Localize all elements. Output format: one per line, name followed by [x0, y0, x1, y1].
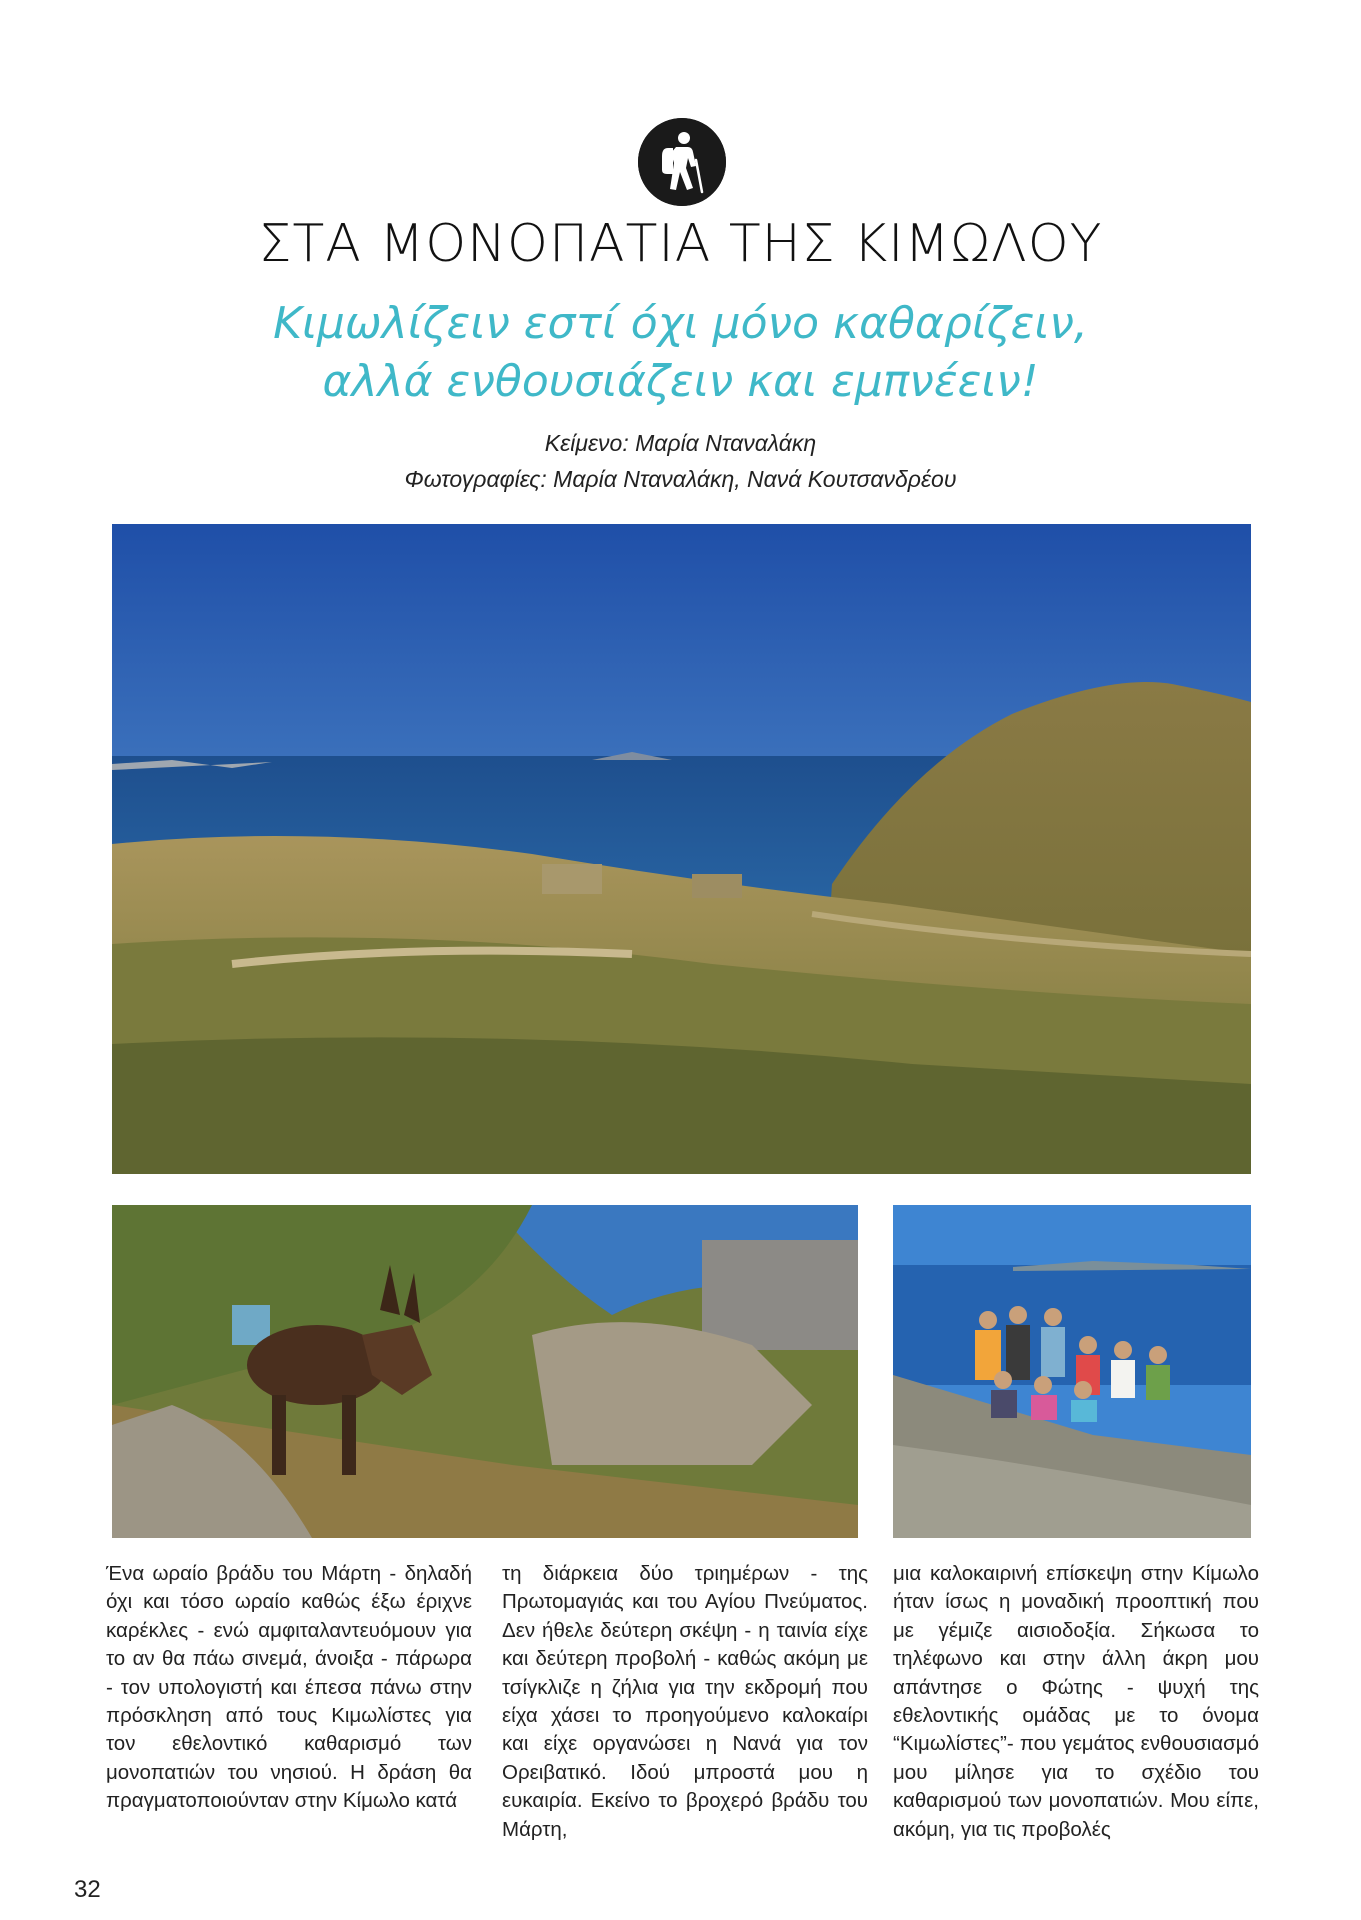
text-column-1 — [106, 1560, 472, 1816]
paragraph: μια καλοκαιρινή επίσκεψη στην Κίμωλο ήταν ίσως η μοναδική προοπτική που με γέμιζε αισιοδοξία. Σήκωσα το τηλέφωνο και στην άλλη άκρη μου απάντησε ο Φώτης - ψυχή της εθελοντικής ομάδας με το όνομα “Κιμωλίστες”- που γεμάτος ενθουσιασμό μου μίλησε για το σχέδιο του καθαρισμού των μονοπατιών. Μου είπε, ακόμη, για τις προβολές — [893, 1562, 1259, 1841]
paragraph: τη διάρκεια δύο τριημέρων - της Πρωτομαγιάς και του Αγίου Πνεύματος. Δεν ήθελε δεύτερη σκέψη - η ταινία είχε και δεύτερη προβολή - καθώς ακόμη με τσίγκλιζε η ζήλια για την εκδρομή που είχα χάσει το προηγούμενο καλοκαίρι και είχε οργανώσει η Νανά για τον Ορειβατικό. Ιδού μπροστά μου η ευκαιρία. Εκείνο το βροχερό βράδυ του Μάρτη, — [502, 1562, 868, 1841]
landscape-photo — [112, 524, 1251, 1174]
paragraph: Ένα ωραίο βράδυ του Μάρτη - δηλαδή όχι και τόσο ωραίο καθώς έξω έριχνε καρέκλες - ενώ αμφιταλαντευόμουν για το αν θα πάω σινεμά, άνοιξα - πάρωρα - τον υπολογιστή και έπεσα πάνω στην πρόσκληση από τους Κιμωλίστες για τον εθελοντικό καθαρισμό των μονοπατιών του νησιού. Η δράση θα πραγματοποιούνταν στην Κίμωλο κατά — [106, 1562, 472, 1813]
hiker-icon — [638, 118, 726, 206]
donkey-photo — [112, 1205, 858, 1538]
group-photo — [893, 1205, 1251, 1538]
article-title: ΣΤΑ ΜΟΝΟΠΑΤΙΑ ΤΗΣ ΚΙΜΩΛΟΥ — [258, 214, 1103, 274]
text-credit: Κείμενο: Μαρία Νταναλάκη — [544, 430, 817, 456]
subtitle-line-1: Κιμωλίζειν εστί όχι μόνο καθαρίζειν, — [273, 298, 1088, 349]
subtitle-line-2: αλλά ενθουσιάζειν και εμπνέειν! — [322, 356, 1039, 407]
text-column-3 — [893, 1560, 1259, 1844]
page-number: 32 — [74, 1876, 101, 1903]
text-column-2 — [502, 1560, 868, 1844]
article-credits — [0, 425, 1361, 497]
article-subtitle — [0, 295, 1361, 411]
photo-credit: Φωτογραφίες: Μαρία Νταναλάκη, Νανά Κουτσανδρέου — [404, 466, 957, 492]
